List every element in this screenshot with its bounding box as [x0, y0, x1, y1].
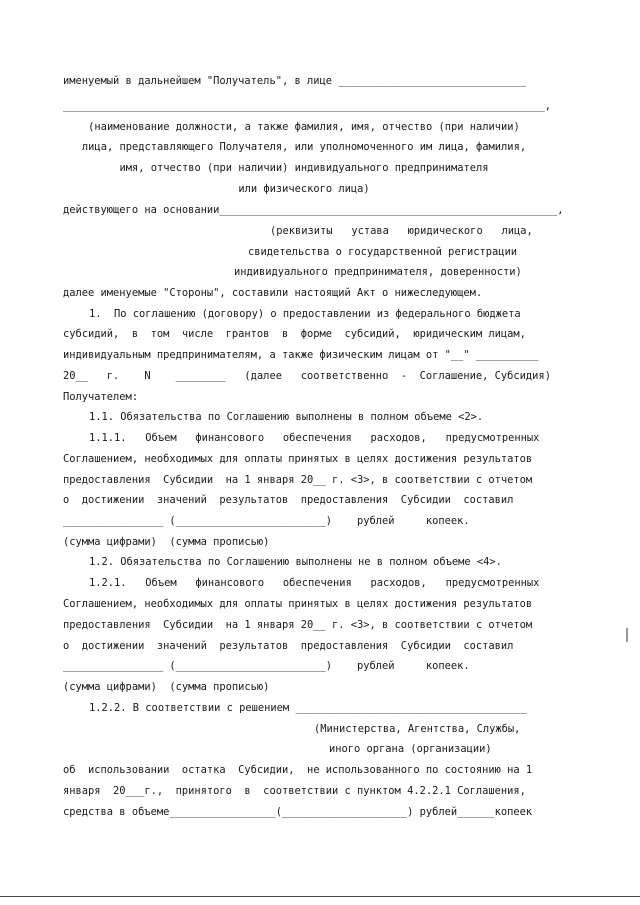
doc-line: 1.1. Обязательства по Соглашению выполнены в полном объеме <2>.: [89, 411, 484, 423]
doc-line: (наименование должности, а также фамилия, имя, отчество (при наличии): [88, 121, 520, 133]
doc-line: об использовании остатка Субсидии, не использованного по состоянию на 1: [63, 764, 533, 776]
doc-line: ________________ (________________________) рублей копеек.: [63, 660, 470, 672]
doc-line: Получателем:: [63, 391, 139, 403]
doc-line: иного органа (организации): [329, 743, 492, 755]
doc-line: (сумма цифрами) (сумма прописью): [63, 681, 270, 693]
doc-line: января 20___г., принятого в соответствии с пунктом 4.2.2.1 Соглашения,: [63, 785, 526, 797]
doc-line: _____________________________________________________________________________,: [63, 100, 551, 112]
doc-line: (Министерства, Агентства, Службы,: [314, 723, 521, 735]
doc-line: о достижении значений результатов предоставления Субсидии составил: [63, 494, 514, 506]
doc-line: (сумма цифрами) (сумма прописью): [63, 536, 270, 548]
doc-line: о достижении значений результатов предоставления Субсидии составил: [63, 640, 514, 652]
doc-line: или физического лица): [238, 183, 370, 195]
doc-line: индивидуальным предпринимателям, а также физическим лицам от "__" __________: [63, 349, 539, 361]
doc-line: 1. По соглашению (договору) о предоставлении из федерального бюджета: [89, 308, 521, 320]
doc-line: свидетельства о государственной регистрации: [248, 246, 517, 258]
doc-line: лица, представляющего Получателя, или уполномоченного им лица, фамилия,: [81, 141, 527, 153]
doc-line: ________________ (________________________) рублей копеек.: [63, 515, 470, 527]
doc-line: 1.2. Обязательства по Соглашению выполнены не в полном объеме <4>.: [89, 556, 502, 568]
doc-line: 1.1.1. Объем финансового обеспечения расходов, предусмотренных: [89, 432, 540, 444]
page-bottom-rule: [0, 896, 640, 897]
doc-line: 1.2.2. В соответствии с решением _____________________________________: [89, 702, 527, 714]
doc-line: далее именуемые "Стороны", составили настоящий Акт о нижеследующем.: [63, 287, 483, 299]
doc-line: Соглашением, необходимых для оплаты принятых в целях достижения результатов: [63, 453, 533, 465]
doc-line: предоставления Субсидии на 1 января 20__ г. <3>, в соответствии с отчетом: [63, 474, 533, 486]
doc-line: предоставления Субсидии на 1 января 20__ г. <3>, в соответствии с отчетом: [63, 619, 533, 631]
doc-line: Соглашением, необходимых для оплаты принятых в целях достижения результатов: [63, 598, 533, 610]
doc-line: имя, отчество (при наличии) индивидуального предпринимателя: [119, 162, 489, 174]
doc-line: (реквизиты устава юридического лица,: [270, 225, 533, 237]
doc-line: индивидуального предпринимателя, доверенности): [234, 266, 522, 278]
doc-line: действующего на основании______________________________________________________,: [63, 204, 564, 216]
doc-line: 1.2.1. Объем финансового обеспечения расходов, предусмотренных: [89, 577, 540, 589]
doc-line: именуемый в дальнейшем "Получатель", в лице ______________________________: [63, 75, 526, 87]
doc-line: субсидий, в том числе грантов в форме субсидий, юридическим лицам,: [63, 328, 526, 340]
doc-line: 20__ г. N ________ (далее соответственно - Соглашение, Субсидия): [63, 370, 551, 382]
scan-mark: [626, 628, 628, 642]
doc-line: средства в объеме_________________(____________________) рублей______копеек: [63, 806, 533, 818]
